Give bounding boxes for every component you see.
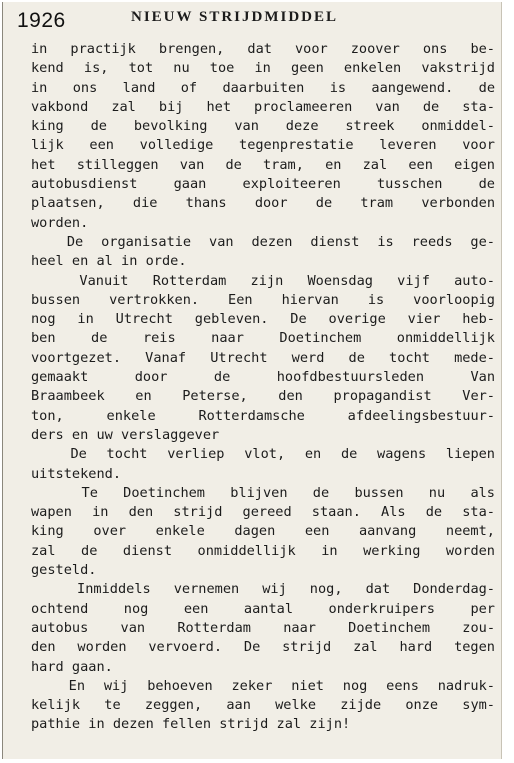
article-line: bussen vertrokken. Een hiervan is voorloopig [31, 291, 495, 308]
article-line: De organisatie van dezen dienst is reeds ge- [31, 233, 495, 250]
year-label: 1926 [17, 9, 66, 32]
article-line: nog in Utrecht gebleven. De overige vier heb- [31, 311, 495, 328]
newspaper-clipping [2, 2, 502, 759]
article-line: ton, enkele Rotterdamsche afdeelingsbestuur- [31, 407, 495, 424]
article-line: vakbond zal bij het proclameeren van de sta- [31, 98, 495, 115]
article-line: Vanuit Rotterdam zijn Woensdag vijf auto- [31, 272, 495, 289]
article-line: zal de dienst onmiddellijk in werking worden [31, 542, 495, 559]
article-line: Te Doetinchem blijven de bussen nu als [31, 484, 495, 501]
article-line: ochtend nog een aantal onderkruipers per [31, 600, 495, 617]
article-line: autobusdienst gaan exploiteeren tusschen de [31, 176, 495, 193]
article-line: En wij behoeven zeker niet nog eens nadruk- [31, 677, 495, 694]
article-line: pathie in dezen fellen strijd zal zijn! [31, 716, 351, 733]
article-line: De tocht verliep vlot, en de wagens liepen [31, 446, 495, 463]
article-line: ben de reis naar Doetinchem onmiddellijk [31, 330, 495, 347]
article-line: hard gaan. [31, 658, 113, 675]
article-line: wapen in den strijd gereed staan. Als de sta- [31, 504, 495, 521]
article-line: Braambeek en Peterse, den propagandist Ver- [31, 388, 495, 405]
article-line: worden. [31, 214, 89, 231]
article-line: gesteld. [31, 562, 97, 579]
article-line: Inmiddels vernemen wij nog, dat Donderdag- [31, 581, 495, 598]
article-line: kend is, tot nu toe in geen enkelen vakstrijd [31, 60, 495, 77]
article-line: den worden vervoerd. De strijd zal hard tegen [31, 639, 495, 656]
article-line: king de bevolking van deze streek onmiddel- [31, 118, 495, 135]
article-line: in ons land of daarbuiten is aangewend. de [31, 79, 495, 96]
article-line: voortgezet. Vanaf Utrecht werd de tocht mede- [31, 349, 495, 366]
article-line: het stilleggen van de tram, en zal een eigen [31, 156, 495, 173]
article-line: autobus van Rotterdam naar Doetinchem zou- [31, 619, 495, 636]
article-title: NIEUW STRIJDMIDDEL [131, 9, 339, 25]
article-line: ders en uw verslaggever [31, 426, 220, 443]
article-line: uitstekend. [31, 465, 122, 482]
article-body [31, 40, 495, 735]
article-line: lijk een volledige tegenprestatie leveren voor [31, 137, 495, 154]
article-line: in practijk brengen, dat voor zoover ons be- [31, 41, 495, 57]
article-line: heel en al in orde. [31, 253, 187, 270]
article-line: plaatsen, die thans door de tram verbonden [31, 195, 495, 212]
article-line: king over enkele dagen een aanvang neemt, [31, 523, 495, 540]
article-line: gemaakt door de hoofdbestuursleden Van [31, 369, 495, 386]
article-line: kelijk te zeggen, aan welke zijde onze sym- [31, 697, 495, 714]
